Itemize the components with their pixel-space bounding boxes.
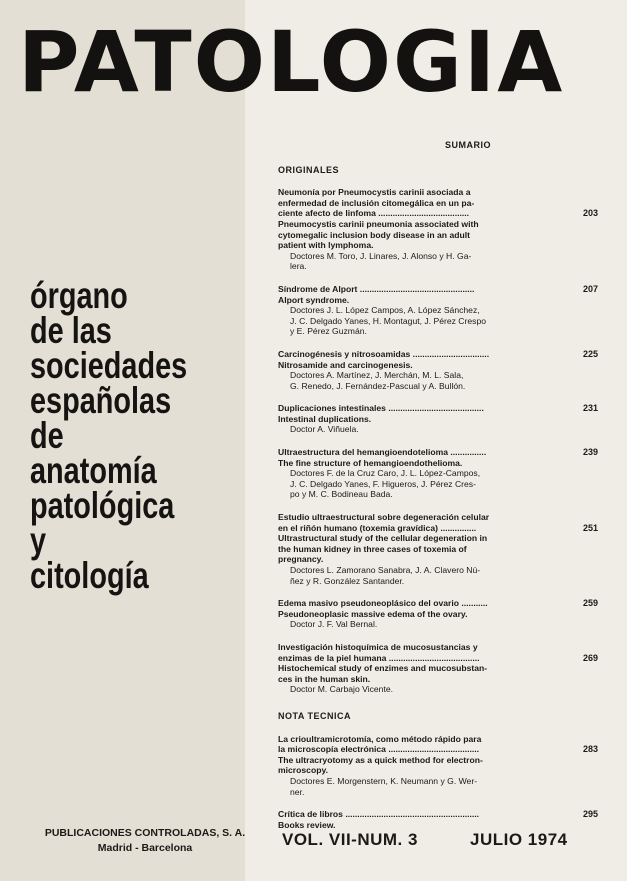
entry-title-es: enfermedad de inclusión citomegálica en un pa-	[278, 197, 475, 208]
entry-authors: Doctores L. Zamorano Sanabra, J. A. Clavero Nú-	[290, 565, 481, 575]
masthead-title: PATOLOGIA	[18, 13, 565, 111]
entry-title-en: Pneumocystis carinii pneumonia associated with	[278, 218, 479, 229]
publisher-block	[30, 826, 260, 856]
entry-title-en: cytomegalic inclusion body disease in an adult	[278, 229, 470, 240]
toc-entry	[278, 642, 608, 695]
page-number: 231	[582, 403, 598, 414]
page-number: 239	[582, 447, 598, 458]
entry-authors: ner.	[290, 786, 305, 797]
toc-entry	[278, 598, 608, 630]
entry-authors: po y M. C. Bodineau Bada.	[290, 489, 393, 500]
subtitle-line: españolas	[30, 380, 172, 421]
entry-title-en: Ultrastructural study of the cellular degeneration in	[278, 533, 488, 544]
entry-authors: Doctores J. L. López Campos, A. López Sánchez,	[290, 305, 480, 316]
page-number: 269	[582, 652, 598, 663]
toc-entry	[278, 809, 608, 830]
entry-title-es: Duplicaciones intestinales ........................................	[278, 403, 484, 414]
subtitle-line: y	[30, 520, 47, 561]
page-number: 283	[582, 744, 598, 755]
toc-entry	[278, 447, 608, 500]
subtitle-line: citología	[30, 555, 149, 596]
entry-authors: J. C. Delgado Yanes, H. Montagut, J. Pérez Crespo	[290, 315, 487, 326]
entry-authors: Doctor A. Viñuela.	[290, 424, 359, 435]
table-of-contents	[278, 140, 608, 842]
entry-title-es: Carcinogénesis y nitrosoamidas ................................	[278, 348, 490, 359]
entry-title-en: Books review.	[278, 819, 336, 830]
toc-entry	[278, 349, 608, 391]
page-number: 259	[582, 598, 598, 609]
entry-title-es: La crioultramicrotomía, como método rápido para	[278, 733, 482, 744]
subtitle-line: de las	[30, 310, 112, 351]
entry-authors: lera.	[290, 261, 307, 272]
entry-title-es: enzimas de la piel humana ......................................	[278, 652, 480, 663]
entry-title-es: ciente afecto de linfoma ......................................	[278, 208, 470, 219]
page-number: 207	[582, 283, 598, 294]
issue-date: JULIO 1974	[470, 830, 568, 849]
subtitle-line: sociedades	[30, 345, 188, 386]
journal-subtitle	[30, 275, 195, 596]
entry-title-en: Histochemical study of enzimes and mucosubstan-	[278, 663, 488, 674]
entry-title-es: Estudio ultraestructural sobre degeneración celular	[278, 512, 490, 523]
entry-title-es: Neumonía por Pneumocystis carinii asociada a	[278, 187, 471, 198]
entry-title-en: Intestinal duplications.	[278, 413, 372, 424]
entry-title-en: patient with lymphoma.	[278, 240, 374, 251]
entry-title-en: microscopy.	[278, 765, 328, 776]
toc-entries-nota-tecnica	[278, 734, 608, 831]
entry-title-en: The fine structure of hemangioendothelioma.	[278, 457, 463, 468]
entry-title-es: Investigación histoquímica de mucosustancias y	[278, 641, 478, 652]
entry-title-es: Edema masivo pseudoneoplásico del ovario ...........	[278, 598, 488, 609]
entry-authors: Doctor J. F. Val Bernal.	[290, 619, 378, 630]
toc-entry	[278, 284, 608, 337]
publisher-name: PUBLICACIONES CONTROLADAS, S. A.	[44, 827, 246, 839]
entry-authors: Doctores E. Morgenstern, K. Neumann y G. Wer-	[290, 775, 478, 786]
toc-entry	[278, 734, 608, 798]
subtitle-line: anatomía	[30, 450, 157, 491]
entry-title-es: Ultraestructura del hemangioendotelioma ...............	[278, 447, 487, 458]
entry-authors: G. Renedo, J. Fernández-Pascual y A. Bullón.	[290, 380, 466, 391]
toc-entry	[278, 187, 608, 272]
entry-title-es: Síndrome de Alport ................................................	[278, 283, 475, 294]
toc-entries-originales	[278, 187, 608, 695]
toc-entry	[278, 403, 608, 435]
entry-title-en: Pseudoneoplasic massive edema of the ovary.	[278, 608, 468, 619]
volume-number: VOL. VII-NUM. 3	[282, 830, 418, 849]
subtitle-line: patológica	[30, 485, 175, 526]
subtitle-line: órgano	[30, 275, 128, 316]
entry-authors: Doctor M. Carbajo Vicente.	[290, 684, 394, 695]
entry-title-es: la microscopía electrónica ......................................	[278, 744, 480, 755]
entry-title-en: Alport syndrome.	[278, 294, 350, 305]
page-number: 295	[582, 809, 598, 820]
toc-heading: SUMARIO	[445, 140, 491, 150]
entry-authors: y E. Pérez Guzmán.	[290, 326, 367, 337]
page-number: 225	[582, 348, 598, 359]
entry-title-es: en el riñón humano (toxemia gravídica) ...............	[278, 522, 477, 533]
entry-authors: Doctores A. Martínez, J. Merchán, M. L. Sala,	[290, 370, 464, 381]
subtitle-line: de	[30, 415, 64, 456]
entry-title-en: the human kidney in three cases of toxemia of	[278, 543, 467, 554]
entry-title-en: Nitrosamide and carcinogenesis.	[278, 359, 413, 370]
entry-authors: J. C. Delgado Yanes, F. Higueros, J. Pérez Cres-	[290, 478, 476, 489]
entry-title-en: The ultracryotomy as a quick method for electron-	[278, 754, 483, 765]
entry-authors: Doctores M. Toro, J. Linares, J. Alonso y H. Ga-	[290, 250, 472, 261]
page-number: 203	[582, 208, 598, 219]
entry-title-es: Crítica de libros ........................................................	[278, 809, 480, 820]
entry-title-en: ces in the human skin.	[278, 673, 371, 684]
publisher-city: Madrid - Barcelona	[97, 842, 193, 854]
toc-entry	[278, 512, 608, 586]
entry-authors: Doctores F. de la Cruz Caro, J. L. López-Campos,	[290, 468, 481, 479]
page-number: 251	[582, 522, 598, 533]
entry-title-en: pregnancy.	[278, 554, 324, 565]
section-originales: ORIGINALES	[278, 164, 340, 175]
section-nota-tecnica: NOTA TECNICA	[278, 710, 351, 721]
entry-authors: ñez y R. González Santander.	[290, 575, 405, 586]
